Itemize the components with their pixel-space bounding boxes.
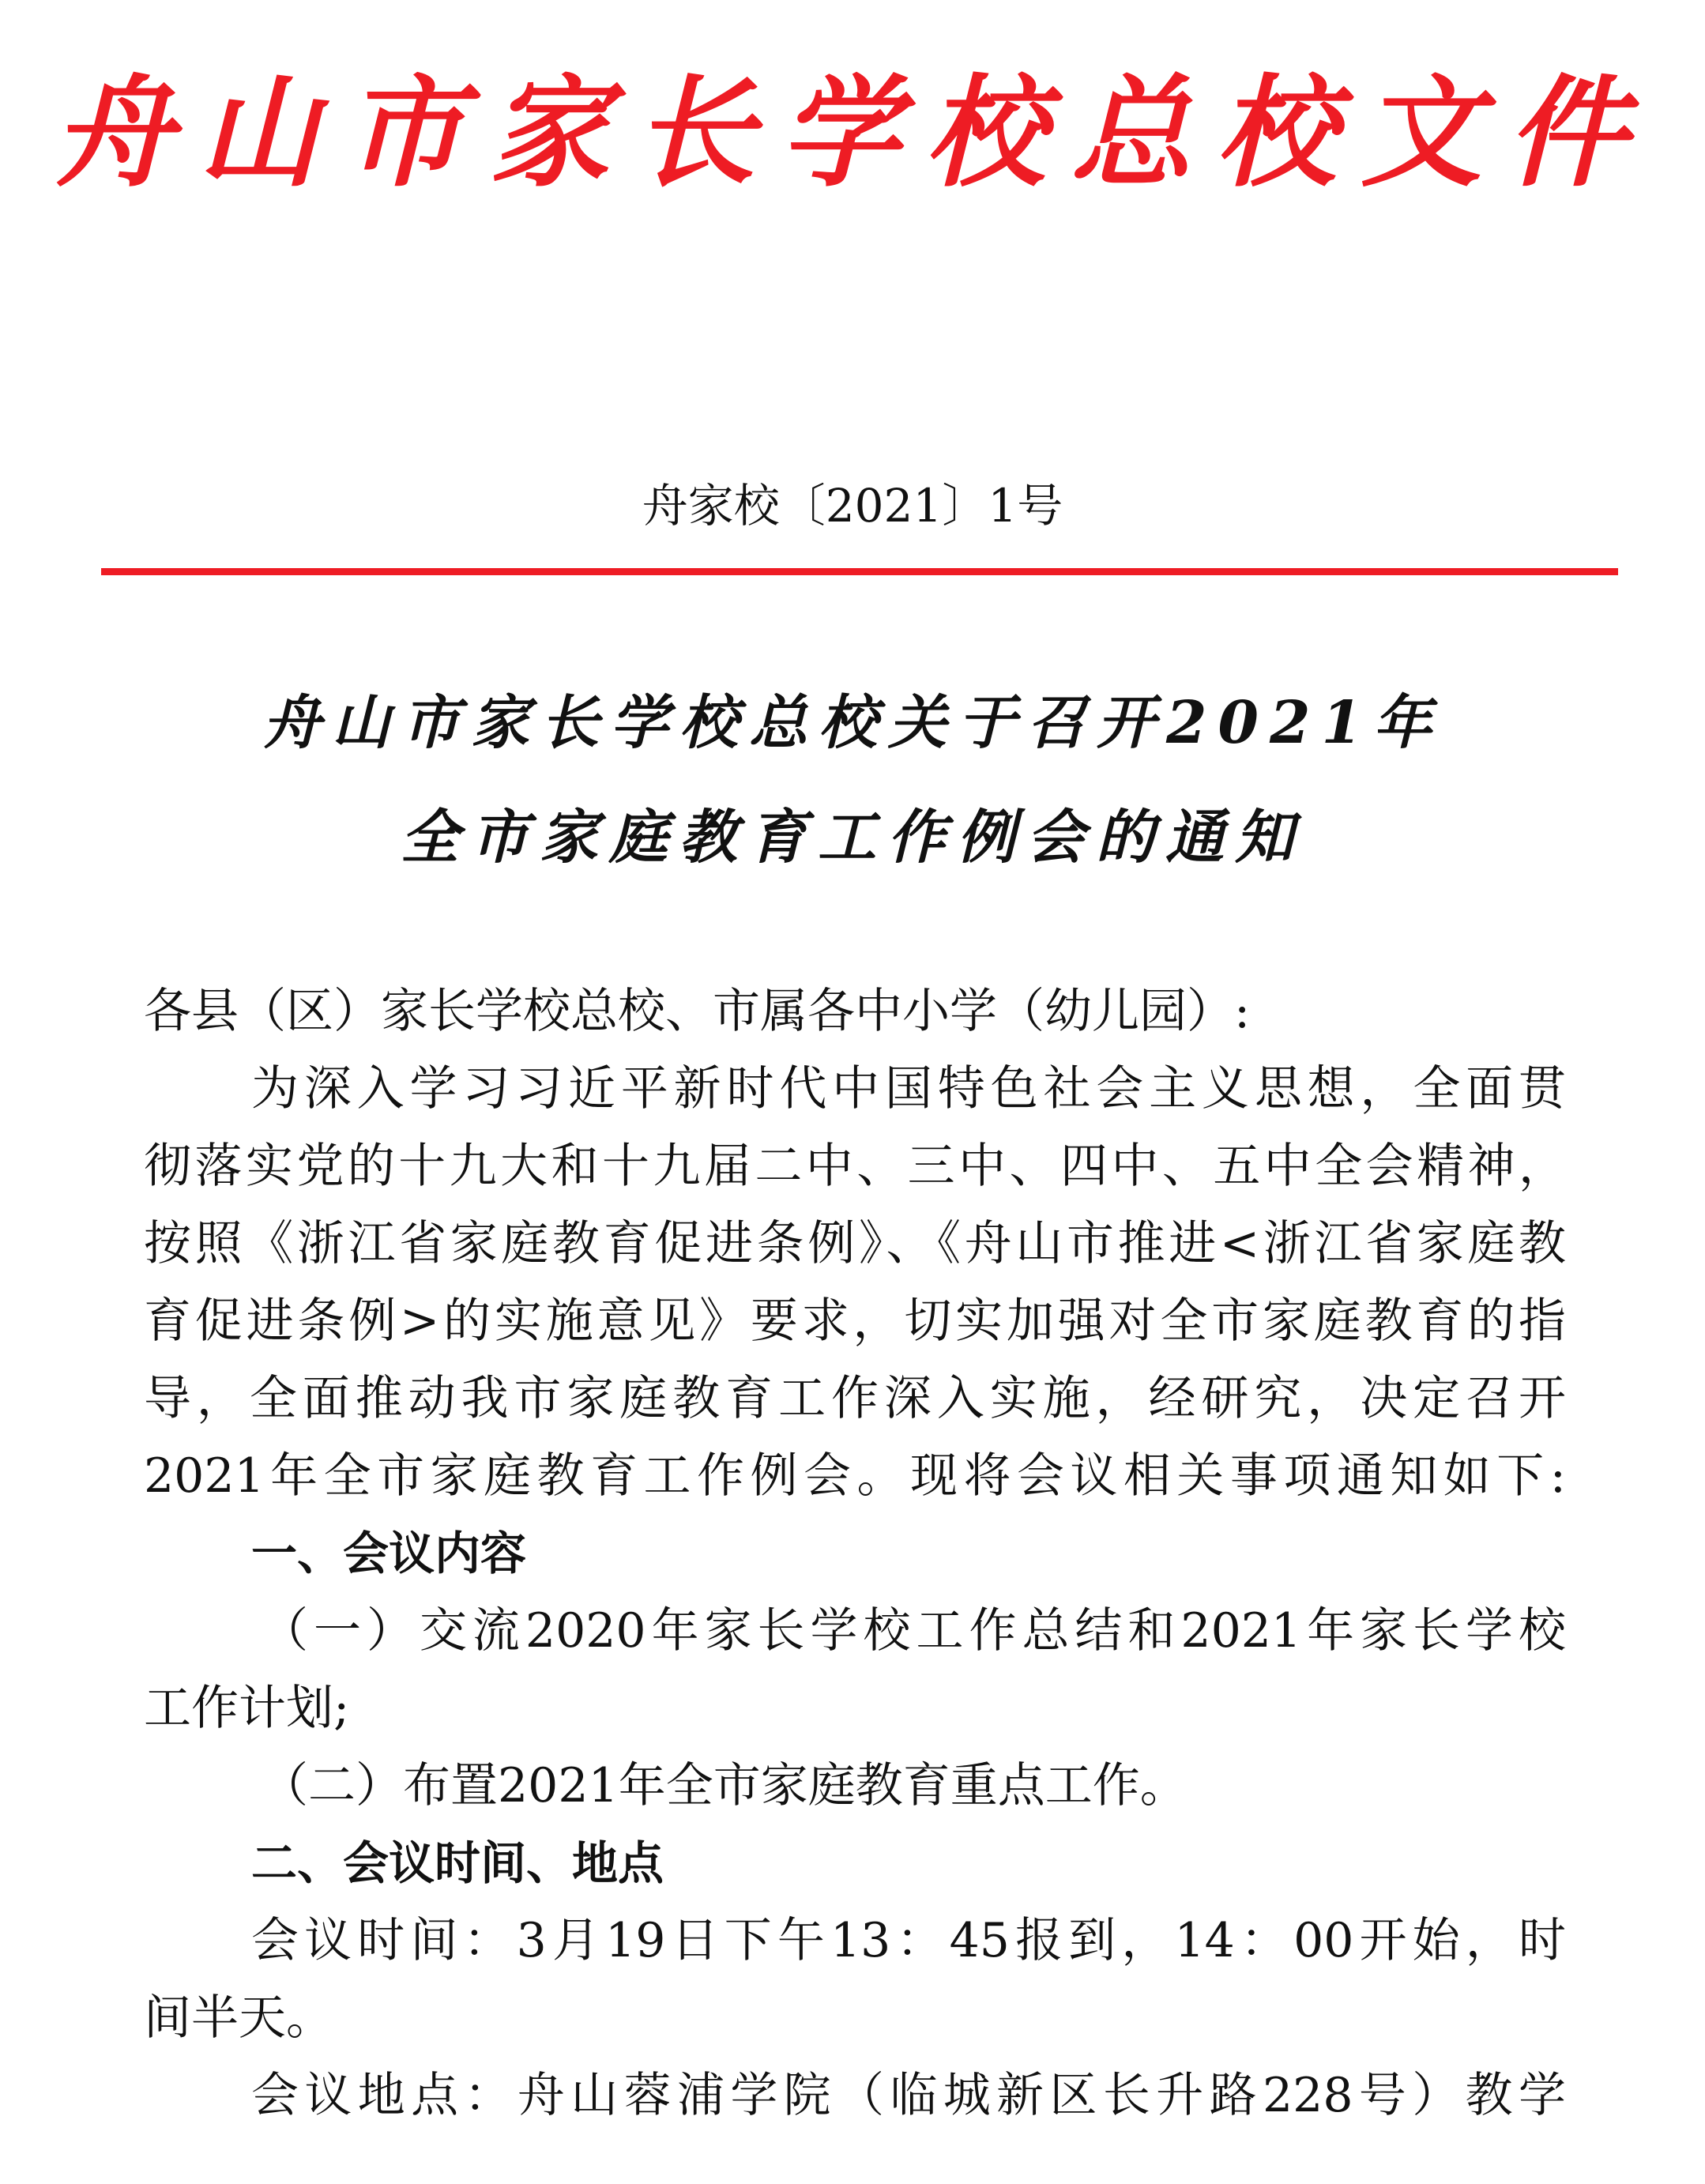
content-item-1-line: （一）交流2020年家长学校工作总结和2021年家长学校 <box>261 1603 1566 1659</box>
intro-line: 按照《浙江省家庭教育促进条例》、《舟山市推进<浙江省家庭教 <box>144 1216 1566 1271</box>
intro-line: 为深入学习习近平新时代中国特色社会主义思想，全面贯 <box>251 1061 1566 1116</box>
intro-line: 彻落实党的十九大和十九届二中、三中、四中、五中全会精神， <box>144 1139 1566 1194</box>
meeting-time-line: 间半天。 <box>144 1990 333 2046</box>
content-item-2: （二）布置2021年全市家庭教育重点工作。 <box>261 1758 1187 1813</box>
intro-line: 2021年全市家庭教育工作例会。现将会议相关事项通知如下: <box>144 1448 1566 1504</box>
meeting-location: 会议地点：舟山蓉浦学院（临城新区长升路228号）教学 <box>251 2068 1566 2123</box>
meeting-time-line: 会议时间：3月19日下午13：45报到，14：00开始，时 <box>251 1913 1566 1968</box>
intro-line: 育促进条例>的实施意见》要求，切实加强对全市家庭教育的指 <box>144 1293 1566 1349</box>
section-heading-time-location: 二、会议时间、地点 <box>251 1836 664 1890</box>
notice-title-line-1: 舟山市家长学校总校关于召开2021年 <box>262 689 1443 757</box>
document-number: 舟家校〔2021〕1号 <box>642 479 1063 533</box>
notice-title-line-2: 全市家庭教育工作例会的通知 <box>401 804 1304 872</box>
salutation: 各县（区）家长学校总校、市属各中小学（幼儿园）: <box>144 984 1251 1039</box>
content-item-1-line: 工作计划; <box>144 1681 350 1736</box>
red-divider <box>101 568 1618 575</box>
section-heading-meeting-content: 一、会议内容 <box>251 1527 527 1580</box>
document-header-title: 舟山市家长学校总校文件 <box>53 62 1652 203</box>
intro-line: 导，全面推动我市家庭教育工作深入实施，经研究，决定召开 <box>144 1371 1566 1426</box>
